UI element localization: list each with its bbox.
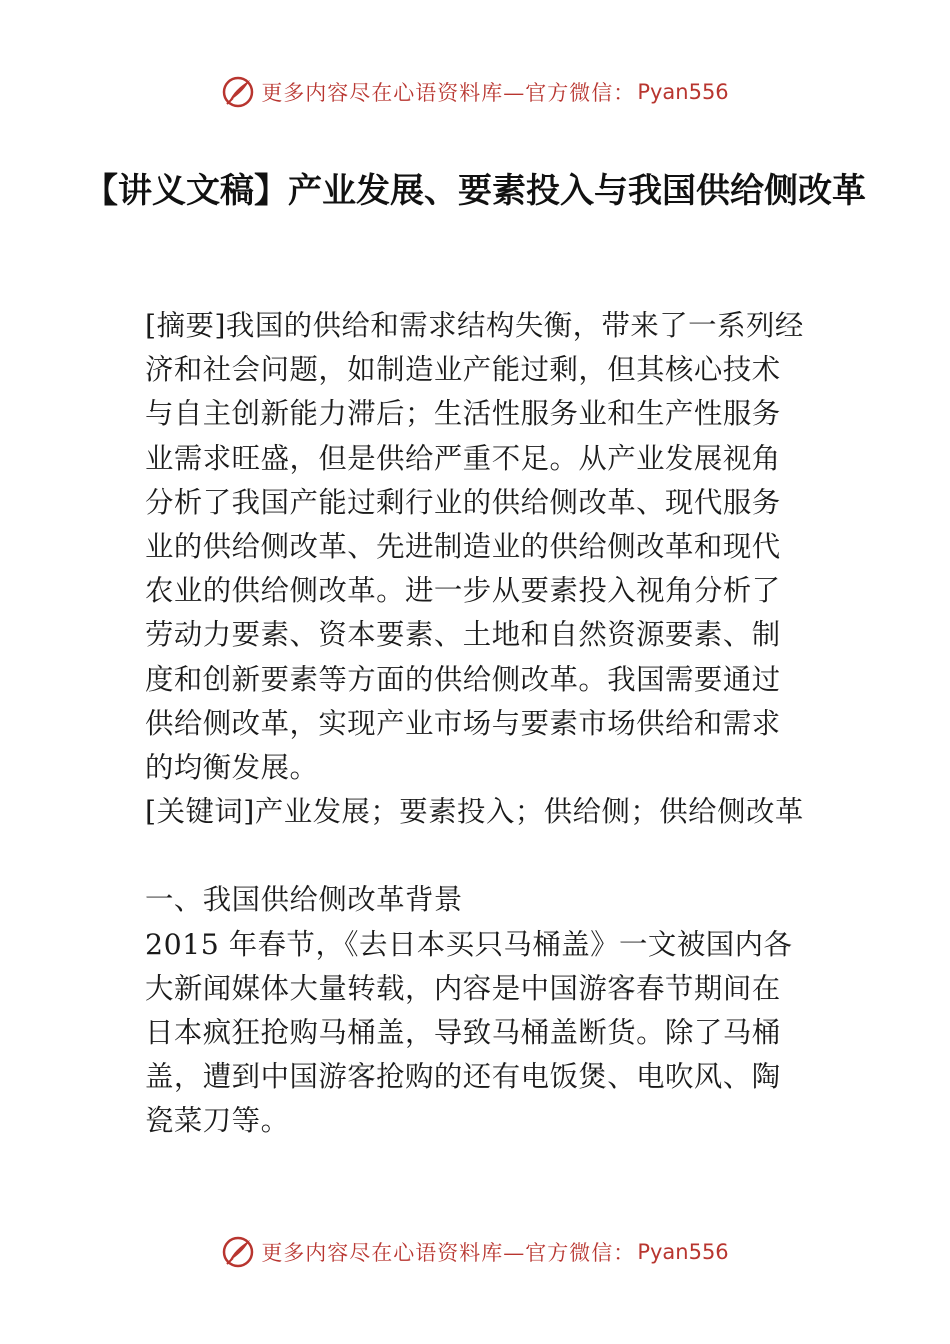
document-title: 【讲义文稿】产业发展、要素投入与我国供给侧改革 (84, 171, 866, 211)
wechat-id: Pyan556 (637, 1240, 729, 1264)
quill-pen-logo-icon (221, 75, 255, 109)
banner-text: 更多内容尽在心语资料库—官方微信： (261, 1241, 636, 1265)
header-watermark-banner (0, 72, 950, 112)
keywords-paragraph: [关键词]产业发展；要素投入；供给侧；供给侧改革 (145, 795, 804, 829)
document-body (145, 304, 809, 1144)
wechat-id: Pyan556 (637, 80, 729, 104)
abstract-paragraph: [摘要]我国的供给和需求结构失衡，带来了一系列经济和社会问题，如制造业产能过剩，但其核心技术与自主创新能力滞后；生活性服务业和生产性服务业需求旺盛，但是供给严重不足。从产业发展视角分析了我国产能过剩行业的供给侧改革、现代服务业的供给侧改革、先进制造业的供给侧改革和现代农业的供给侧改革。进一步从要素投入视角分析了劳动力要素、资本要素、土地和自然资源要素、制度和创新要素等方面的供给侧改革。我国需要通过供给侧改革，实现产业市场与要素市场供给和需求的均衡发展。 (145, 309, 804, 785)
quill-pen-logo-icon (221, 1235, 255, 1269)
section-body-paragraph: 2015 年春节，《去日本买只马桶盖》一文被国内各大新闻媒体大量转载，内容是中国游客春节期间在日本疯狂抢购马桶盖，导致马桶盖断货。除了马桶盖，遭到中国游客抢购的还有电饭煲、电吹风、陶瓷菜刀等。 (145, 927, 793, 1138)
paragraph-spacer (145, 834, 809, 878)
banner-text: 更多内容尽在心语资料库—官方微信： (261, 81, 636, 105)
footer-watermark-banner (0, 1232, 950, 1272)
section-heading: 一、我国供给侧改革背景 (145, 883, 463, 917)
